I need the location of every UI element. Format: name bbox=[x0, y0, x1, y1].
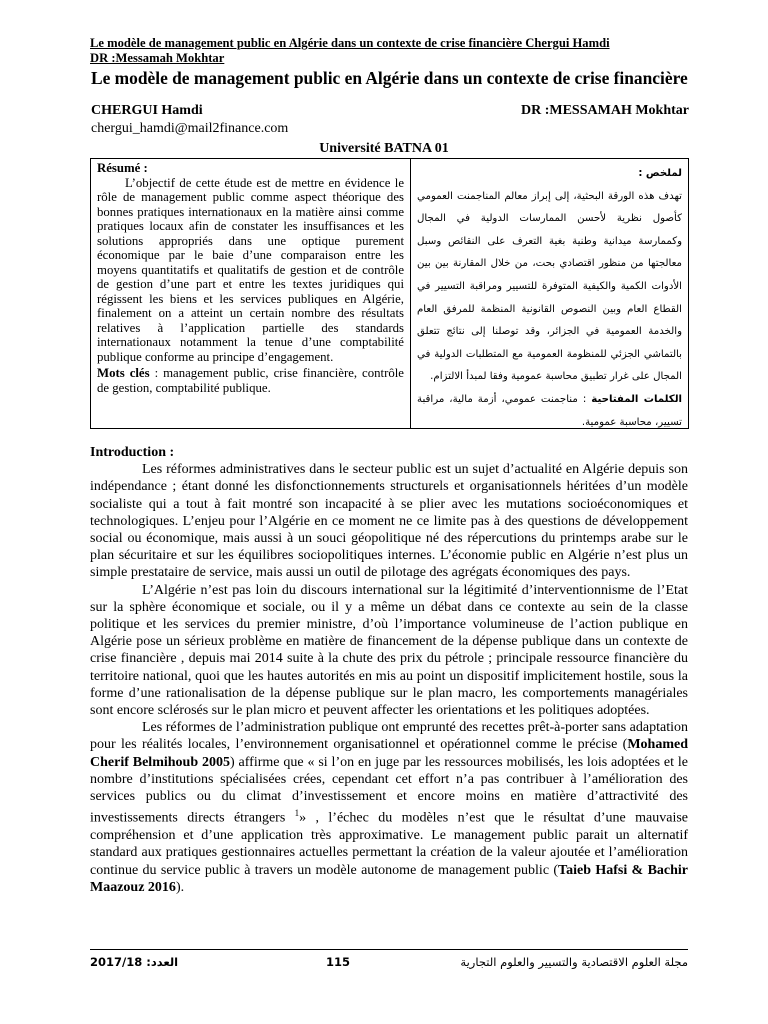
abstract-french-heading: Résumé : bbox=[97, 161, 148, 175]
paragraph-1: Les réformes administratives dans le secteur public est un sujet d’actualité en Algérie depuis son indépendance ; étant donné les disfonctionnements structurels et organisationnels héritées d’un modèle socialiste qui a tout à fait montré son incapacité à se plier avec les mutations socioéconomiques et technologiques. L’enjeu pour l’Algérie en ce moment ne ce limite pas à des questions de développement social ou économique, mais aussi à un souci géopolitique né des répercutions du printemps arabe sur le plan sécuritaire et sur les équilibres sociopolitiques internes. L’économie public en Algérie n’est plus un simple prestataire de service, mais aussi un outil de pilotage des agrégats économiques des pays. bbox=[90, 462, 688, 581]
university-affiliation: Université BATNA 01 bbox=[319, 141, 449, 156]
running-header bbox=[90, 36, 690, 66]
citation-belmihoub: Mohamed Cherif Belmihoub 2005 bbox=[90, 737, 688, 770]
footer-issue: العدد: 2017/18 bbox=[90, 955, 179, 969]
abstract-table bbox=[90, 158, 689, 429]
citation-hafsi-maazouz: Taieb Hafsi & Bachir Maazouz 2016 bbox=[90, 862, 689, 895]
author-chergui: CHERGUI Hamdi bbox=[91, 103, 203, 118]
abstract-arabic-text: تهدف هذه الورقة البحثية، إلى إبراز معالم المناجمنت العمومي كأصول نظرية لأحسن الممارسات الدولية في المجال وكممارسة ميدانية وطنية بغية التعرف على النقائص وسبل معالجتها من منظور اقتصادي بحت، من خلال المقارنة بين بين الأدوات الكمية والكيفية المتوفرة للتسيير ومراقبة التسيير في القطاع العام وبين النصوص القانونية المنظمة للمرفق العام والخدمة العمومية في الجزائر، وقد توصلنا إلى نتائج تتعلق بالتماشي الجزئي للمنظومة العمومية مع المتطلبات الدولية في المجال على غرار تطبيق محاسبة عمومية وفقا لمبدأ الالتزام. bbox=[417, 190, 682, 383]
author-email: chergui_hamdi@mail2finance.com bbox=[91, 121, 289, 136]
abstract-french-cell bbox=[91, 159, 411, 428]
footnote-ref-1[interactable]: 1 bbox=[294, 808, 300, 819]
paragraph-3-part-d: ). bbox=[175, 879, 185, 895]
paper-title: Le modèle de management public en Algérie dans un contexte de crise financière bbox=[91, 68, 688, 88]
abstract-french-keywords bbox=[97, 366, 404, 395]
running-header-line-2: DR :Messamah Mokhtar bbox=[90, 51, 225, 65]
paragraph-3 bbox=[90, 719, 688, 896]
keywords-label-fr: Mots clés bbox=[97, 366, 150, 380]
keywords-list-fr: : management public, crise financière, contrôle de gestion, comptabilité publique. bbox=[97, 366, 404, 395]
body-section bbox=[90, 444, 688, 896]
paragraph-2: L’Algérie n’est pas loin du discours international sur la légitimité d’interventionnisme de l’Etat sur la sphère économique et sociale, ou il y a même un débat dans ce contexte au sein de la classe politique et les services du premier ministre, d’où l’importance volumineuse de l’action publique en Algérie pose un sérieux problème en matière de financement de la dépense publique dans un contexte de crise financière , depuis mai 2014 suite à la chute des prix du pétrole ; principale ressource financière du territoire national, quoi que les hautes autorités en mis au point un dispositif implicitement hostile, sous la forme d’une rationalisation de la dépense publique sur le plan macro, les comportements managériales sont encore sclérosés sur le plan micro et peuvent affecter les orientations et les politiques adoptées. bbox=[90, 582, 688, 719]
footer-divider bbox=[90, 949, 688, 950]
abstract-arabic-heading: لملخص : bbox=[638, 168, 682, 179]
paragraph-3-part-c: » , l’échec du modèles n’est que le résultat d’une mauvaise compréhension et d’une application très approximative. Le management public parait un alternatif standard aux pratiques gestionnaires actuelles permettant la création de la valeur ajoutée et l’amélioration continue du service public à travers un modèle autonome de management public ( bbox=[90, 810, 689, 878]
abstract-arabic-cell bbox=[411, 159, 688, 428]
paragraph-3-part-a: Les réformes de l’administration publique ont emprunté des recettes prêt-à-porter sans adaptation pour les réalités locales, l’environnement organisationnel et opérationnel comme le précise ( bbox=[90, 720, 688, 753]
abstract-french-text: L’objectif de cette étude est de mettre en évidence le rôle de management public comme aspect théorique des bonnes pratiques internationaux en la matière ainsi comme pratiques locaux afin de constater les insuffisances et les solutions appropriés dans une optique purement économique par le baie d’une comparaison entre les moyens quantitatifs et qualitatifs de gestion et de contrôle de gestion d’une part et entre les textes juridiques qui régissent les biens et les services publiques en Algérie, finalement on a atteint un certain nombre des résultats relatives à l’application partielle des standards internationaux notamment la tenue d’une comptabilité publique conforme au principe d’engagement. bbox=[97, 175, 404, 364]
footer-page-number: 115 bbox=[326, 955, 351, 969]
keywords-list-ar: : مناجمنت عمومي، أزمة مالية، مراقبة تسيير، محاسبة عمومية. bbox=[417, 393, 682, 428]
keywords-label-ar: الكلمات المفتاحية bbox=[591, 393, 683, 405]
abstract-arabic-keywords bbox=[417, 389, 682, 434]
footer-journal-name: مجلة العلوم الاقتصادية والتسيير والعلوم التجارية bbox=[460, 955, 688, 969]
introduction-heading: Introduction : bbox=[90, 445, 175, 460]
running-header-line-1: Le modèle de management public en Algérie dans un contexte de crise financière Chergui Hamdi bbox=[90, 36, 610, 50]
paragraph-3-part-b: ) affirme que « si l’on en juge par les ressources mobilisés, les lois adoptées et le nombre d’institutions spécialisées crées, cependant cet effort n’a pas contribuer à l’amélioration des services publics ou du climat d’investissement et encore moins en matière d’attractivité des investissements directs étrangers bbox=[90, 754, 688, 826]
author-messamah: DR :MESSAMAH Mokhtar bbox=[521, 103, 689, 118]
